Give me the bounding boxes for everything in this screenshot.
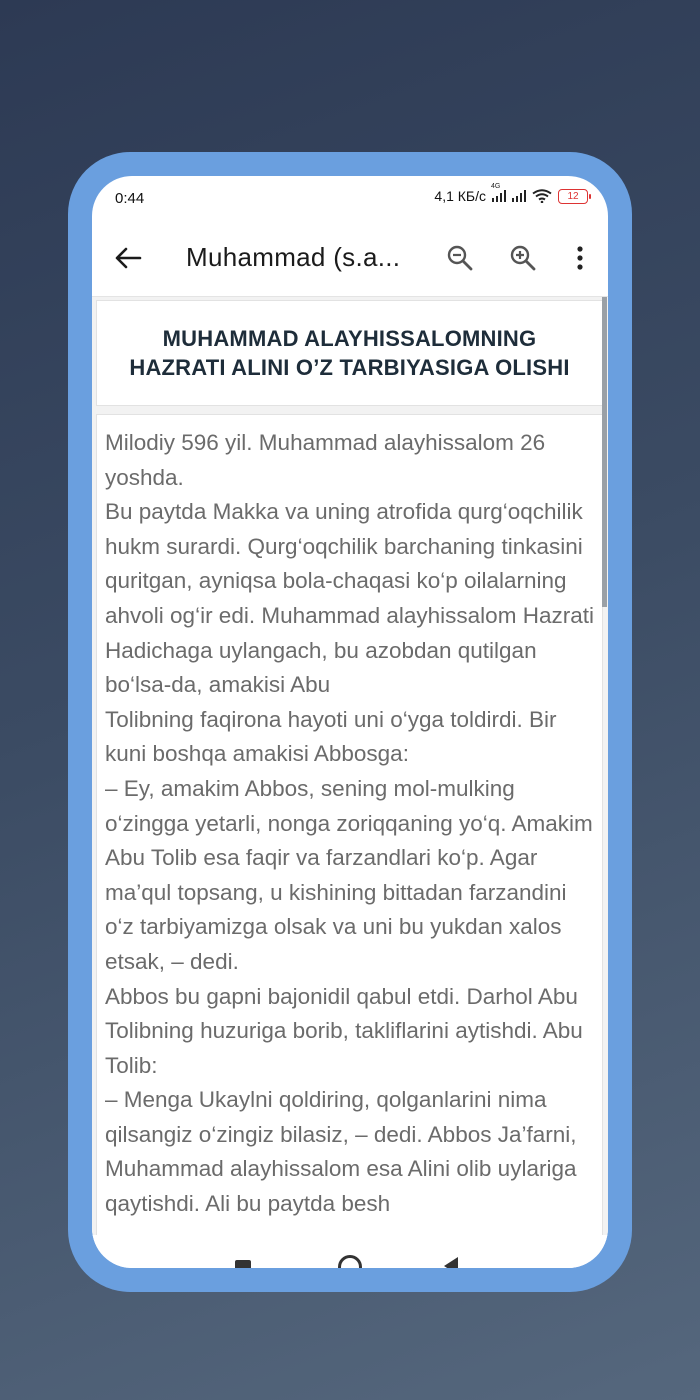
back-arrow-icon[interactable] xyxy=(110,242,146,274)
app-bar xyxy=(92,220,608,297)
status-right xyxy=(434,188,588,204)
signal-4g-icon xyxy=(492,190,506,202)
article-paragraph: – Ey, amakim Abbos, sening mol-mulking o‘zingga yetarli, nonga zoriqqaning yo‘q. Amakim Abu Tolib esa faqir va farzandlari ko‘p. Agar ma’qul topsang, u kishining bittadan farzandini o‘z tarbiyamizga olsak va uni bu yukdan xalos etsak, – dedi. xyxy=(105,775,593,974)
article-paragraph: Bu paytda Makka va uning atrofida qurg‘oqchilik hukm surardi. Qurg‘oqchilik barchaning tinkasini quritgan, ayniqsa bola-chaqasi ko‘p oilalarning ahvoli og‘ir edi. Muhammad alayhissalom Hazrati Hadichaga uylangach, bu azobdan qutilgan bo‘lsa-da, amakisi Abu xyxy=(105,499,594,698)
article-heading-line-1: MUHAMMAD ALAYHISSALOMNING xyxy=(162,326,537,351)
scrollbar[interactable] xyxy=(602,297,607,607)
system-nav-bar xyxy=(92,1235,608,1268)
home-icon[interactable] xyxy=(338,1255,362,1268)
status-bar xyxy=(92,176,608,220)
article-text-card xyxy=(96,414,603,1235)
status-time: 0:44 xyxy=(115,190,145,207)
phone-screen xyxy=(92,176,608,1268)
page-title: Muhammad (s.a... xyxy=(186,242,401,272)
article-paragraph: Tolibning faqirona hayoti uni o‘yga toldirdi. Bir kuni boshqa amakisi Abbosga: xyxy=(105,706,557,767)
zoom-in-icon[interactable] xyxy=(507,242,539,274)
article-paragraph: Milodiy 596 yil. Muhammad alayhissalom 26 yoshda. xyxy=(105,430,546,490)
article-content[interactable] xyxy=(92,297,608,1235)
article-heading-card xyxy=(96,300,603,406)
battery-icon: 12 xyxy=(558,189,588,204)
zoom-out-icon[interactable] xyxy=(444,242,476,274)
article-heading xyxy=(129,324,569,382)
recents-icon[interactable] xyxy=(235,1260,251,1268)
network-speed: 4,1 КБ/с xyxy=(434,188,486,204)
wifi-icon xyxy=(532,189,552,203)
article-paragraph: – Menga Ukaylni qoldiring, qolganlarini nima qilsangiz o‘zingiz bilasiz, – dedi. Abbos Ja’farni, Muhammad alayhissalom esa Alini olib uylariga qaytishdi. Ali bu paytda besh xyxy=(105,1087,577,1217)
more-vert-icon[interactable] xyxy=(564,242,596,274)
article-heading-line-2: HAZRATI ALINI O’Z TARBIYASIGA OLISHI xyxy=(129,355,570,380)
nav-back-icon[interactable] xyxy=(444,1257,458,1268)
signal-icon xyxy=(512,190,526,202)
article-paragraph: Abbos bu gapni bajonidil qabul etdi. Darhol Abu Tolibning huzuriga borib, takliflarini aytishdi. Abu Tolib: xyxy=(105,983,583,1078)
